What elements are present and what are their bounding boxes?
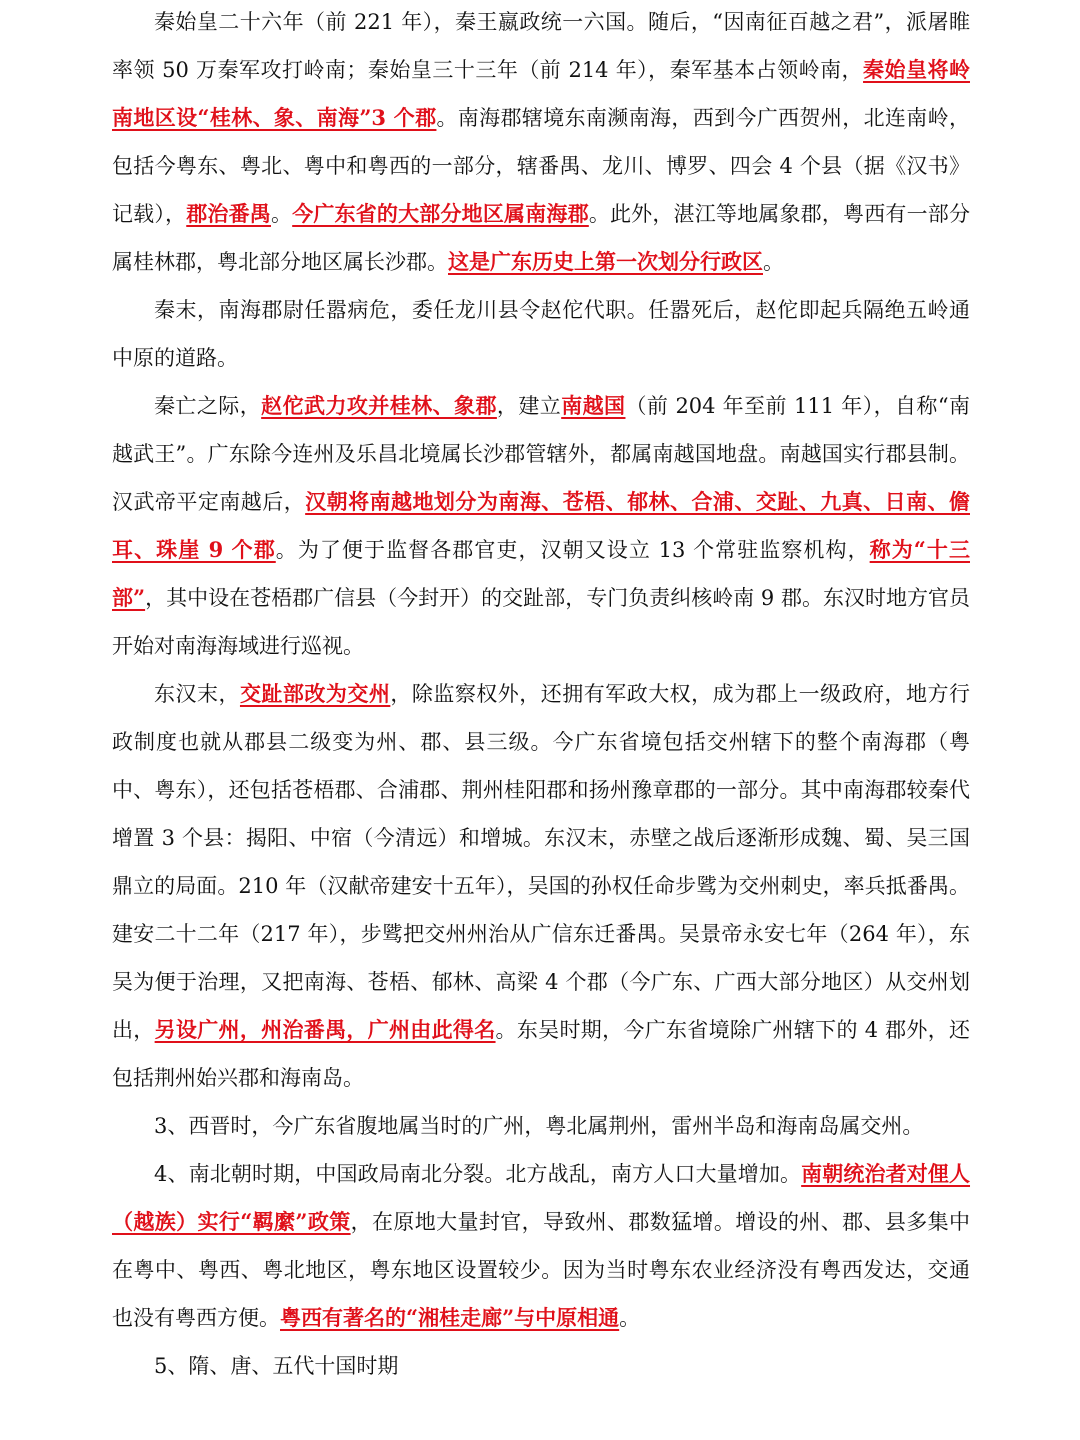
highlight-segment: 南朝统治者对俚人（越族）实行“羁縻”政策 [112,1161,971,1234]
text-segment: ，除监察权外，还拥有军政大权，成为郡上一级政府，地方行政制度也就从郡县二级变为州、郡、县三级。今广东省境包括交州辖下的整个南海郡（粤中、粤东），还包括苍梧郡、合浦郡、荆州桂阳郡和扬州豫章郡的一部分。其中南海郡较秦代增置 3 个县：揭阳、中宿（今清远）和增城。东汉末，赤壁之战后逐渐形成魏、蜀、吴三国鼎立的局面。210 年（汉献帝建安十五年），吴国的孙权任命步骘为交州刺史，率兵抵番禺。建安二十二年（217 年），步骘把交州州治从广信东迁番禺。吴景帝永安七年（264 年），东吴为便于治理，又把南海、苍梧、郁林、高梁 4 个郡（今广东、广西大部分地区）从交州划出， [112,682,971,1042]
text-segment: 。 [763,250,784,274]
highlight-segment: 赵佗武力攻并桂林、象郡 [261,393,497,418]
text-segment: ，建立 [496,394,562,418]
text-segment: 。东吴时期，今广东省境除广州辖下的 4 郡外，还包括荆州始兴郡和海南岛。 [112,1018,971,1090]
text-segment: 秦亡之际， [154,394,262,418]
paragraph-western-jin [112,1102,970,1150]
highlight-segment: 这是广东历史上第一次划分行政区 [448,249,763,274]
text-segment: 。 [271,202,293,226]
paragraph-eastern-han [112,670,970,1102]
highlight-segment: 称为“十三部” [112,537,970,610]
text-segment: 秦末，南海郡尉任嚣病危，委任龙川县令赵佗代职。任嚣死后，赵佗即起兵隔绝五岭通中原的道路。 [112,298,970,370]
text-segment: 秦始皇二十六年（前 221 年），秦王嬴政统一六国。随后，“因南征百越之君”，派屠睢率领 50 万秦军攻打岭南；秦始皇三十三年（前 214 年），秦军基本占领岭南， [112,10,970,82]
highlight-segment: 南越国 [561,393,626,418]
highlight-segment: 郡治番禺 [186,201,271,226]
text-segment: 5、隋、唐、五代十国时期 [154,1354,399,1378]
text-segment: （前 204 年至前 111 年），自称“南越武王”。广东除今连州及乐昌北境属长沙郡管辖外，都属南越国地盘。南越国实行郡县制。汉武帝平定南越后， [112,394,971,514]
text-segment: ，在原地大量封官，导致州、郡数猛增。增设的州、郡、县多集中在粤中、粤西、粤北地区，粤东地区设置较少。因为当时粤东农业经济没有粤西发达，交通也没有粤西方便。 [112,1210,970,1330]
text-segment: 。南海郡辖境东南濒南海，西到今广西贺州，北连南岭，包括今粤东、粤北、粤中和粤西的一部分，辖番禺、龙川、博罗、四会 4 个县（据《汉书》记载）， [112,106,970,226]
text-segment: 4、南北朝时期，中国政局南北分裂。北方战乱，南方人口大量增加。 [154,1162,802,1186]
paragraph-north-south-dynasties [112,1150,970,1342]
text-segment: 。此外，湛江等地属象郡，粤西有一部分属桂林郡，粤北部分地区属长沙郡。 [112,202,970,274]
text-segment: 。为了便于监督各郡官吏，汉朝又设立 13 个常驻监察机构， [275,538,870,562]
highlight-segment: 汉朝将南越地划分为南海、苍梧、郁林、合浦、交趾、九真、日南、儋耳、珠崖 9 个郡 [112,489,970,562]
text-segment: ，其中设在苍梧郡广信县（今封开）的交趾部，专门负责纠核岭南 9 郡。东汉时地方官员开始对南海海域进行巡视。 [112,586,970,658]
highlight-segment: 交趾部改为交州 [239,681,391,706]
paragraph-nanyue [112,382,970,670]
text-segment: 。 [619,1306,641,1330]
highlight-segment: 秦始皇将岭南地区设“桂林、象、南海”3 个郡 [112,57,970,130]
text-segment: 3、西晋时，今广东省腹地属当时的广州，粤北属荆州，雷州半岛和海南岛属交州。 [154,1114,924,1138]
paragraph-sui-tang-heading [112,1342,970,1390]
highlight-segment: 粤西有著名的“湘桂走廊”与中原相通 [280,1305,620,1330]
highlight-segment: 今广东省的大部分地区属南海郡 [292,201,589,226]
document-page [112,0,970,1390]
paragraph-qin-unification [112,0,970,286]
paragraph-qin-end [112,286,970,382]
highlight-segment: 另设广州，州治番禺，广州由此得名 [154,1017,496,1042]
text-segment: 东汉末， [154,682,240,706]
